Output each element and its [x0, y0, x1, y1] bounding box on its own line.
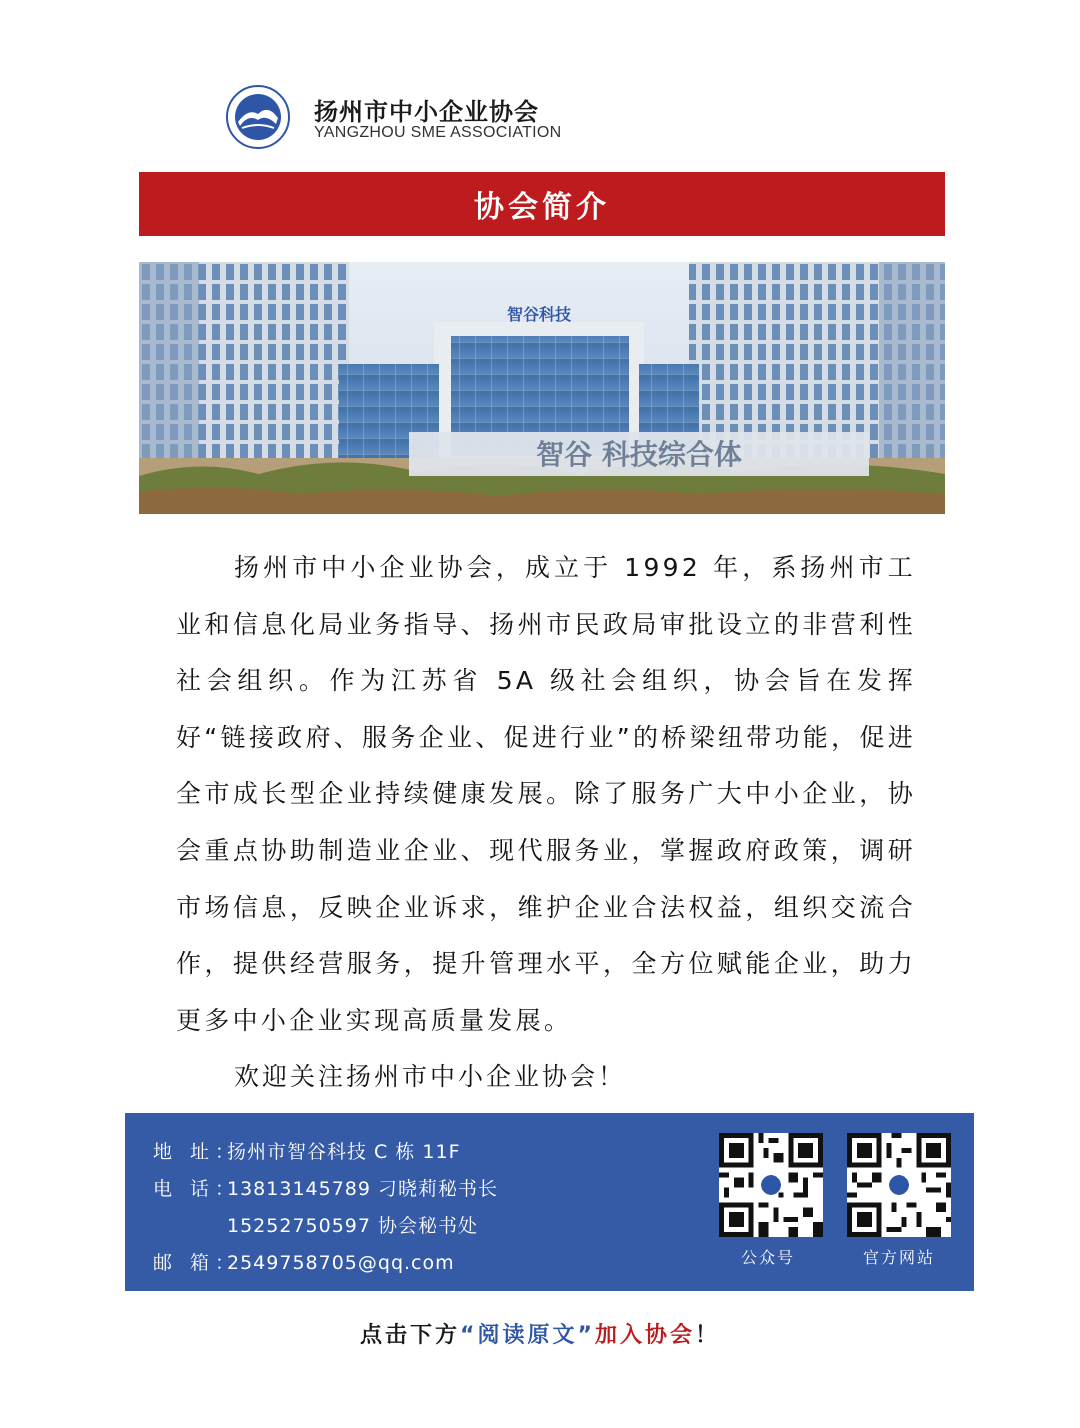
qr2-caption: 官方网站 [862, 1248, 935, 1267]
org-name-en: YANGZHOU SME ASSOCIATION [314, 124, 562, 141]
footer-suffix: ！ [694, 1323, 720, 1348]
monument-sign: 智谷 科技综合体 [536, 438, 742, 471]
building-photo [139, 262, 945, 514]
join-association-text: 加入协会 [594, 1323, 695, 1348]
footer-cta [0, 1318, 1080, 1349]
phone-value-1[interactable]: 13813145789 刁晓莉秘书长 [227, 1178, 499, 1200]
org-name-cn: 扬州市中小企业协会 [314, 98, 539, 126]
building-sign-top: 智谷科技 [506, 305, 572, 324]
phone-row-2 [227, 1211, 478, 1238]
section-title: 协会简介 [474, 190, 610, 225]
intro-text-block [176, 540, 916, 1105]
intro-paragraph: 扬州市中小企业协会，成立于 1992 年，系扬州市工业和信息化局业务指导、扬州市民政局审批设立的非营利性社会组织。作为江苏省 5A 级社会组织，协会旨在发挥好“链接政府、服务企业、促进行业”的桥梁纽带功能，促进全市成长型企业持续健康发展。除了服务广大中小企业，协会重点协助制造业企业、现代服务业，掌握政府政策，调研市场信息，反映企业诉求，维护企业合法权益，组织交流合作，提供经营服务，提升管理水平，全方位赋能企业，助力更多中小企业实现高质量发展。 [176, 553, 917, 1035]
qr1-caption: 公众号 [740, 1248, 795, 1267]
email-label: 邮 箱： [153, 1252, 241, 1274]
address-row [153, 1137, 461, 1164]
phone-value-2[interactable]: 15252750597 协会秘书处 [227, 1215, 479, 1237]
wechat-qr-code[interactable] [719, 1133, 823, 1237]
email-value[interactable]: 2549758705@qq.com [227, 1252, 455, 1274]
phone-row [153, 1174, 498, 1201]
section-title-bar [139, 172, 945, 236]
address-value: 扬州市智谷科技 C 栋 11F [227, 1141, 461, 1163]
address-label: 地 址： [153, 1141, 241, 1163]
website-qr-code[interactable] [847, 1133, 951, 1237]
association-logo [218, 84, 298, 150]
read-original-link[interactable]: “阅读原文” [460, 1323, 595, 1348]
phone-label: 电 话： [153, 1178, 241, 1200]
footer-prefix: 点击下方 [360, 1323, 461, 1348]
welcome-line: 欢迎关注扬州市中小企业协会！ [234, 1062, 627, 1092]
contact-panel [125, 1113, 974, 1291]
email-row [153, 1248, 455, 1275]
header [218, 84, 578, 150]
